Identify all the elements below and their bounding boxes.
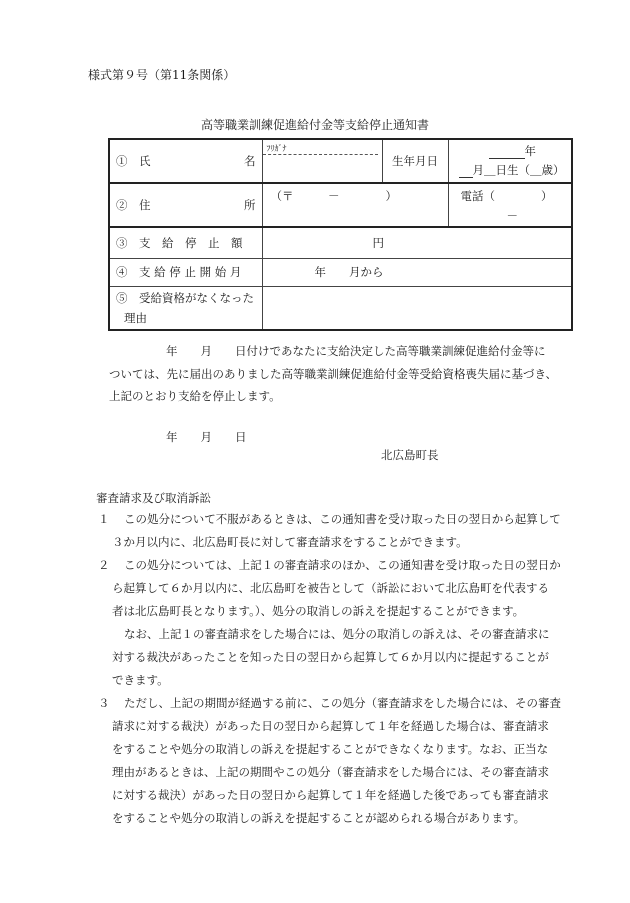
row-name (109, 139, 572, 183)
name-label-b: 名 (244, 154, 256, 168)
amount-value-cell[interactable] (262, 227, 572, 258)
start-label-cell (109, 258, 262, 286)
start-label: ④ 支 給 停 止 開 始 月 (116, 265, 242, 279)
name-label-a: 氏 (139, 154, 151, 168)
dob-label: 生年月日 (392, 154, 438, 168)
reason-label-line1: ⑤ 受給資格がなくなった (116, 290, 254, 305)
appeal-heading: 審査請求及び取消訴訟 (96, 491, 211, 505)
row-number: ① (116, 154, 128, 168)
row-start-month (109, 258, 572, 286)
postal-code: （〒 － ） (270, 189, 397, 203)
dob-rest: 月＿日生（＿歳） (472, 163, 565, 177)
appeal-item-number: ２ (98, 558, 110, 572)
form-number: 様式第９号（第11条関係） (88, 68, 236, 82)
appeal-item-line: 対する裁決があったことを知った日の翌日から起算して６か月以内に提起することが (112, 650, 549, 664)
phone-separator: － (506, 209, 518, 223)
phone-label: 電話（ ） (460, 189, 553, 203)
appeal-item-line: 者は北広島町長となります。）、処分の取消しの訴えを提起することができます。 (112, 604, 525, 618)
row-address (109, 183, 572, 227)
name-value-cell[interactable] (262, 139, 382, 183)
reason-label-cell (109, 286, 262, 330)
dob-year: 年 (524, 144, 536, 158)
appeal-item-line: 理由があるときは、上記の期間やこの処分（審査請求をした場合には、その審査請求 (112, 765, 549, 779)
reason-label-line2: 理由 (124, 310, 147, 325)
appeal-item-number: １ (98, 512, 110, 526)
appeal-item-number: ３ (98, 696, 110, 710)
appeal-item-line: に対する裁決）があった日の翌日から起算して１年を経過した後であっても審査請求 (112, 788, 549, 802)
reason-value-cell[interactable] (262, 286, 572, 330)
amount-label: ③ 支 給 停 止 額 (116, 235, 243, 250)
address-value-cell[interactable] (262, 183, 448, 227)
appeal-item-line: をすることや処分の取消しの訴えを提起することができなくなります。なお、正当な (112, 742, 549, 756)
address-label-a: 住 (139, 198, 151, 212)
stop-notice-table (108, 138, 573, 331)
notice-line-3: 上記のとおり支給を停止します。 (109, 389, 281, 403)
issue-date: 年 月 日 (166, 430, 247, 444)
appeal-item-line: 請求に対する裁決）があった日の翌日から起算して１年を経過した場合は、審査請求 (112, 719, 549, 733)
issuer-name: 北広島町長 (381, 448, 439, 462)
appeal-item-line: ら起算して６か月以内に、北広島町を被告として（訴訟において北広島町を代表する (112, 581, 549, 595)
notice-line-1: 年 月 日付けであなたに支給決定した高等職業訓練促進給付金等に (166, 344, 546, 358)
start-value-cell[interactable] (262, 258, 572, 286)
row-reason (109, 286, 572, 330)
appeal-item-line: この処分について不服があるときは、この通知書を受け取った日の翌日から起算して (124, 512, 561, 526)
amount-label-cell (109, 227, 262, 258)
notice-line-2: ついては、先に届出のありました高等職業訓練促進給付金等受給資格喪失届に基づき、 (109, 367, 558, 381)
furigana-label: ﾌﾘｶﾞﾅ (263, 140, 378, 155)
address-label-b: 所 (244, 198, 256, 212)
document-title: 高等職業訓練促進給付金等支給停止通知書 (200, 118, 429, 132)
address-label-cell (109, 183, 262, 227)
start-value: 年 月から (314, 265, 384, 279)
row-number: ② (116, 198, 128, 212)
dob-value-cell[interactable] (448, 139, 572, 183)
appeal-item-line: なお、上記１の審査請求をした場合には、処分の取消しの訴えは、その審査請求に (124, 627, 550, 641)
phone-cell[interactable] (448, 183, 572, 227)
dob-label-cell (382, 139, 448, 183)
appeal-item-line: ただし、上記の期間が経過する前に、この処分（審査請求をした場合には、その審査 (124, 696, 561, 710)
amount-unit: 円 (372, 235, 384, 250)
name-label-cell (109, 139, 262, 183)
appeal-item-line: この処分については、上記１の審査請求のほか、この通知書を受け取った日の翌日か (124, 558, 561, 572)
appeal-item-line: をすることや処分の取消しの訴えを提起することが認められる場合があります。 (112, 811, 526, 825)
appeal-item-line: ３か月以内に、北広島町長に対して審査請求をすることができます。 (112, 535, 468, 549)
row-amount (109, 227, 572, 258)
appeal-item-line: できます。 (112, 673, 169, 687)
